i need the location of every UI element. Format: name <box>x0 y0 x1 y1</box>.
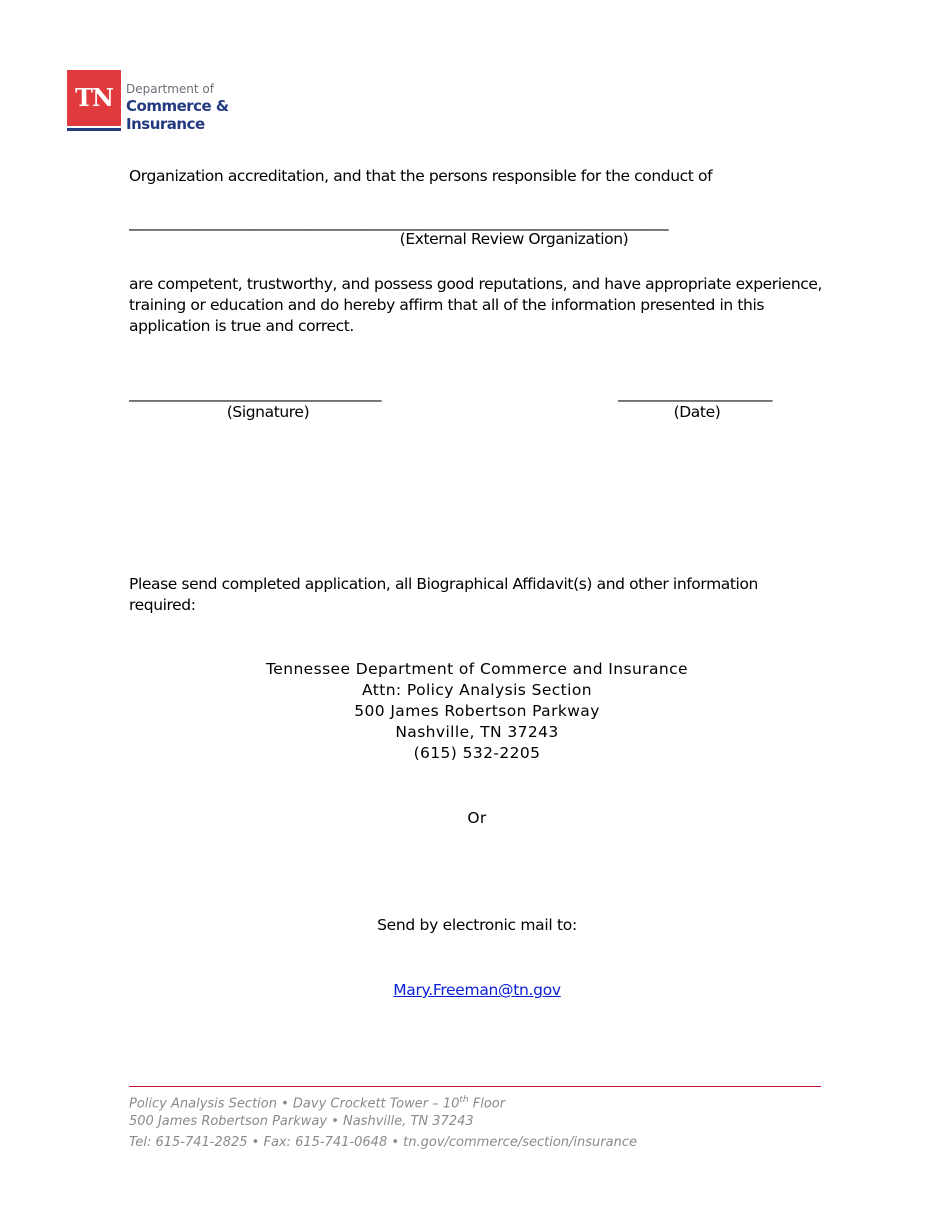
logo-department-text: Department of <box>126 82 214 96</box>
submission-instructions: Please send completed application, all Biographical Affidavit(s) and other information required: <box>129 575 758 614</box>
intro-text: Organization accreditation, and that the persons responsible for the conduct of <box>129 167 713 185</box>
signature-caption: (Signature) <box>226 403 310 421</box>
address-line-street: 500 James Robertson Parkway <box>354 702 600 720</box>
footer-line-address: 500 James Robertson Parkway • Nashville, TN 37243 <box>129 1114 474 1129</box>
or-separator: Or <box>467 809 487 827</box>
footer-line-office: Policy Analysis Section • Davy Crockett Tower – 10th Floor <box>129 1095 506 1112</box>
footer-divider <box>129 1086 821 1087</box>
tn-commerce-insurance-logo <box>67 70 237 132</box>
ero-caption: (External Review Organization) <box>399 230 629 248</box>
address-line-city: Nashville, TN 37243 <box>395 723 559 741</box>
signature-line: ____________________________________ <box>129 384 381 402</box>
address-line-org: Tennessee Department of Commerce and Insurance <box>266 660 688 678</box>
address-line-attn: Attn: Policy Analysis Section <box>362 681 592 699</box>
footer-line-contact: Tel: 615-741-2825 • Fax: 615-741-0648 • tn.gov/commerce/section/insurance <box>129 1135 637 1150</box>
date-caption: (Date) <box>673 403 721 421</box>
affirmation-text: are competent, trustworthy, and possess good reputations, and have appropriate experience, training or education and do hereby affirm that all of the information presented in this application is true and correct. <box>129 275 823 335</box>
logo-insurance-text: Insurance <box>126 115 205 133</box>
tn-badge: TN <box>67 70 121 126</box>
logo-underline <box>67 128 121 131</box>
email-link[interactable]: Mary.Freeman@tn.gov <box>393 981 561 999</box>
logo-commerce-text: Commerce & <box>126 97 229 115</box>
date-line: ______________________ <box>618 384 772 402</box>
email-prompt: Send by electronic mail to: <box>377 916 577 934</box>
ero-blank-line: _____________________________________________________________________________ <box>129 213 668 231</box>
address-line-phone: (615) 532-2205 <box>413 744 541 762</box>
mailing-address <box>129 659 825 764</box>
